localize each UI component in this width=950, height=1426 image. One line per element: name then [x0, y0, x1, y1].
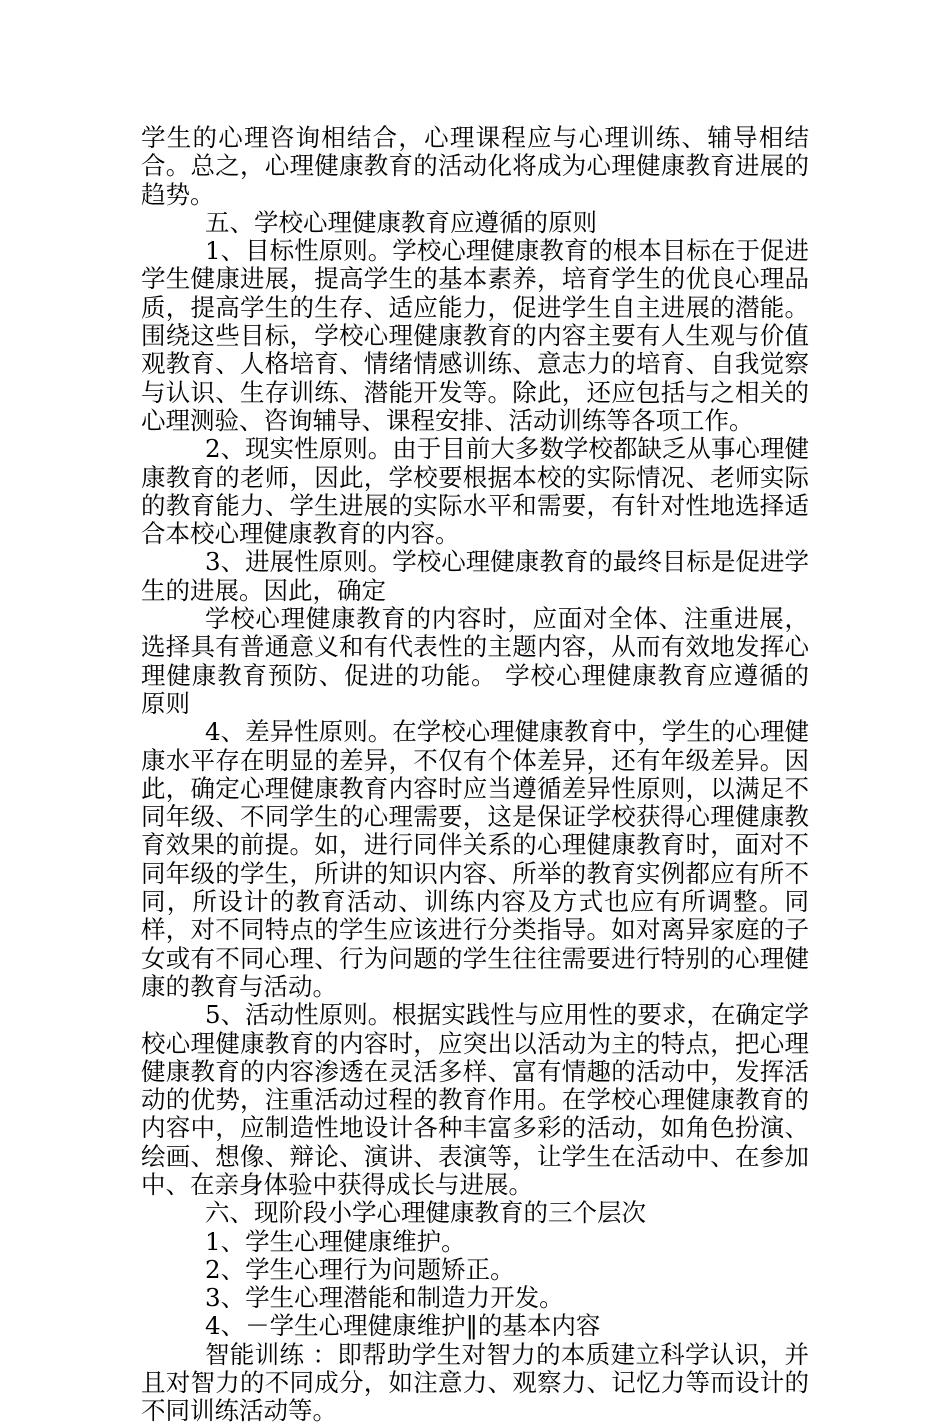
paragraph: 智能训练 ：即帮助学生对智力的本质建立科学认识，并且对智力的不同成分，如注意力、观察力、记忆力等而设计的不同训练活动等。: [141, 1339, 809, 1426]
paragraph: 2、现实性原则。由于目前大多数学校都缺乏从事心理健康教育的老师，因此，学校要根据本校的实际情况、老师实际的教育能力、学生进展的实际水平和需要，有针对性地选择适合本校心理健康教育的内容。: [141, 434, 809, 549]
paragraph: 学生的心理咨询相结合，心理课程应与心理训练、辅导相结合。总之，心理健康教育的活动化将成为心理健康教育进展的趋势。: [141, 123, 809, 209]
document-body: [141, 124, 809, 1426]
list-item: 4、－学生心理健康维护‖的基本内容: [205, 1311, 601, 1341]
list-item: 2、学生心理行为问题矫正。: [205, 1254, 515, 1284]
paragraph: 3、进展性原则。学校心理健康教育的最终目标是促进学生的进展。因此，确定: [141, 547, 809, 605]
paragraph: 4、差异性原则。在学校心理健康教育中，学生的心理健康水平存在明显的差异，不仅有个体差异，还有年级差异。因此，确定心理健康教育内容时应当遵循差异性原则，以满足不同年级、不同学生的心理需要，这是保证学校获得心理健康教育效果的前提。如，进行同伴关系的心理健康教育时，面对不同年级的学生，所讲的知识内容、所举的教育实例都应有所不同，所设计的教育活动、训练内容及方式也应有所调整。同样，对不同特点的学生应该进行分类指导。如对离异家庭的子女或有不同心理、行为问题的学生往往需要进行特别的心理健康的教育与活动。: [141, 717, 809, 1001]
section-heading: 六、现阶段小学心理健康教育的三个层次: [205, 1198, 646, 1228]
section-heading: 五、学校心理健康教育应遵循的原则: [205, 207, 597, 237]
list-item: 1、学生心理健康维护。: [205, 1226, 466, 1256]
paragraph: 1、目标性原则。学校心理健康教育的根本目标在于促进学生健康进展，提高学生的基本素养，培育学生的优良心理品质，提高学生的生存、适应能力，促进学生自主进展的潜能。围绕这些目标，学校心理健康教育的内容主要有人生观与价值观教育、人格培育、情绪情感训练、意志力的培育、自我觉察与认识、生存训练、潜能开发等。除此，还应包括与之相关的心理测验、咨询辅导、课程安排、活动训练等各项工作。: [141, 236, 809, 435]
paragraph: 学校心理健康教育的内容时，应面对全体、注重进展，选择具有普通意义和有代表性的主题内容，从而有效地发挥心理健康教育预防、促进的功能。 学校心理健康教育应遵循的原则: [141, 604, 809, 718]
paragraph: 5、活动性原则。根据实践性与应用性的要求，在确定学校心理健康教育的内容时，应突出以活动为主的特点，把心理健康教育的内容渗透在灵活多样、富有情趣的活动中，发挥活动的优势，注重活动过程的教育作用。在学校心理健康教育的内容中，应制造性地设计各种丰富多彩的活动，如角色扮演、绘画、想像、辩论、演讲、表演等，让学生在活动中、在参加中、在亲身体验中获得成长与进展。: [141, 1000, 809, 1199]
list-item: 3、学生心理潜能和制造力开发。: [205, 1283, 564, 1313]
